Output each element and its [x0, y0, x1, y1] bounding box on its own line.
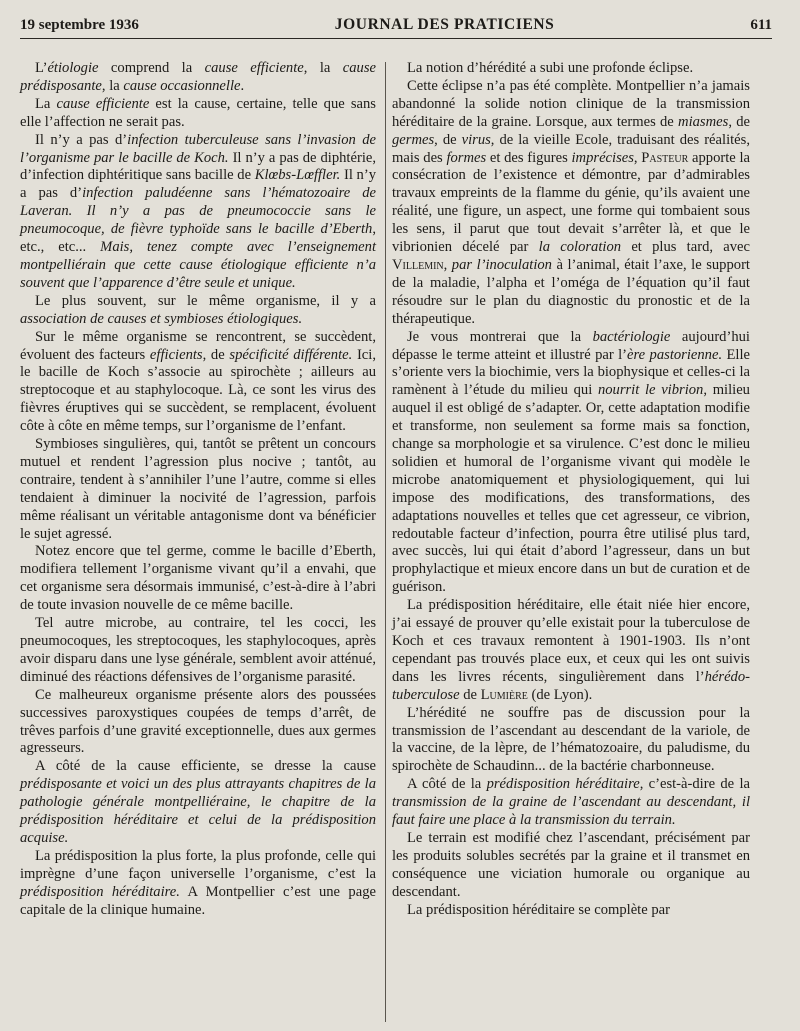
right-paragraph: Cette éclipse n’a pas été complète. Montpellier n’a jamais abandonné la solide notion clinique de la transmission héréditaire de la graine. Lorsque, aux termes de miasmes, de germes, de virus, de la vieille Ecole, traduisant des réalités, mais des formes et des figures imprécises, Pasteur apporte la consécration de l’existence et démontre, par d’admirables travaux empreints de la flamme du génie, qu’ils avaient une réalité, une figure, un aspect, une forme qui tombaient sous les sens, il parut que tout devait s’arrêter là, et que le vibrionien décelé par la coloration et plus tard, avec Villemin, par l’inoculation à l’animal, était l’axe, le support de la maladie, l’alpha et l’oméga de l’équation qu’il faut résoudre sur le plan du diagnostic du pronostic et de la thérapeutique. — [392, 77, 750, 327]
right-paragraph: La notion d’hérédité a subi une profonde éclipse. — [407, 60, 694, 76]
journal-title: JOURNAL DES PRATICIENS — [334, 16, 555, 33]
left-paragraph: L’étiologie comprend la cause efficiente, la cause prédisposante, la cause occasionnelle. — [20, 60, 376, 94]
left-paragraph: Notez encore que tel germe, comme le bacille d’Eberth, modifiera tellement l’organisme vivant qu’il a envahi, que cet organisme sera désormais immunisé, c’est-à-dire à l’abri de toute invasion nouvelle de ce même bacille. — [20, 543, 376, 614]
right-paragraph: A côté de la prédisposition héréditaire, c’est-à-dire de la transmission de la graine de l’ascendant au descendant, il faut faire une place à la transmission du terrain. — [392, 776, 750, 829]
left-paragraph: Sur le même organisme se rencontrent, se succèdent, évoluent des facteurs efficients, de spécificité différente. Ici, le bacille de Koch s’associe au spirochète ; ailleurs au streptocoque et au staphylocoque. Là, ce sont les virus des fièvres éruptives qui se succèdent, se remplacent, évoluent côte à côte en même temps, sur l’organisme de l’enfant. — [20, 328, 376, 435]
right-paragraph: La prédisposition héréditaire se complète par — [407, 901, 670, 918]
left-paragraph: Ce malheureux organisme présente alors des poussées successives paroxystiques coupées de temps d’arrêt, de trêves parfois d’une gravité exceptionnelle, dues aux germes agresseurs. — [20, 686, 376, 757]
left-paragraph: A côté de la cause efficiente, se dresse la cause prédisposante et voici un des plus attrayants chapitres de la pathologie générale montpelliéraine, le chapitre de la prédisposition héréditaire et celui de la prédisposition acquise. — [20, 758, 376, 846]
right-paragraph: L’hérédité ne souffre pas de discussion pour la transmission de l’ascendant au descendant de la variole, de la vaccine, de la lèpre, de l’hématozoaire, du paludisme, du spirochète de Schaudinn... de la bactérie charbonneuse. — [392, 704, 750, 775]
left-paragraph: La cause efficiente est la cause, certaine, telle que sans elle l’affection ne serait pas. — [20, 95, 376, 130]
left-paragraph: Il n’y a pas d’infection tuberculeuse sans l’invasion de l’organisme par le bacille de Koch. Il n’y a pas de diphtérie, d’infection diphtéritique sans bacille de Klœbs-Lœffler. Il n’y a pas d’infection paludéenne sans l’hématozoaire de Laveran. Il n’y a pas de pneumococcie sans le pneumocoque, de fièvre typhoïde sans le bacille d’Eberth, etc., etc... Mais, tenez compte avec l’enseignement montpelliérain que cette cause étiologique efficiente n’a souvent que l’apparence d’être seule et unique. — [20, 131, 377, 291]
column-divider — [385, 62, 386, 1022]
page-header — [20, 12, 772, 39]
left-paragraph: Symbioses singulières, qui, tantôt se prêtent un concours mutuel et rendent l’agression plus nocive ; tantôt, au contraire, tendent à s’annihiler l’une l’autre, comme si elles tendaient à diminuer la nocivité de l’agression, parfois même réalisant un véritable antagonisme dont va bénéficier le sujet agressé. — [20, 436, 376, 542]
right-paragraph: La prédisposition héréditaire, elle était niée hier encore, j’ai essayé de prouver qu’elle existait pour la tuberculose de Koch et ces travaux remontent à 1901-1903. Ils n’ont cependant pas trouvés place eux, et ceux qui les ont suivis dans les livres récents, singulièrement dans l’hérédo-tuberculose de Lumière (de Lyon). — [392, 597, 750, 703]
page-number: 611 — [750, 16, 772, 33]
left-column — [20, 60, 376, 920]
left-paragraph: Le plus souvent, sur le même organisme, il y a association de causes et symbioses étiologiques. — [20, 292, 376, 327]
right-paragraph: Je vous montrerai que la bactériologie aujourd’hui dépasse le terme atteint et illustré par l’ère pastorienne. Elle s’oriente vers la biochimie, vers la biophysique et celles-ci la ramènent à l’étude du milieu qui nourrit le vibrion, milieu auquel il est obligé de s’adapter. Or, cette adaptation modifie et transforme, non seulement sa forme mais sa fonction, change sa morphologie et sa virulence. C’est donc le milieu solidien et humoral de l’organisme vivant qui modèle le microbe anatomiquement et physiologiquement, qui lui impose des modifications, des transformations, des adaptations nouvelles et telles que cet agresseur, ce vibrion, redoutable facteur d’infection, pourra être utilisé plus tard, avec succès, lui qui était d’abord l’agresseur, dans un but prophylactique et mieux encore dans un but de curation et de guérison. — [392, 328, 751, 596]
right-column — [392, 60, 750, 920]
issue-date: 19 septembre 1936 — [20, 16, 139, 33]
left-paragraph: La prédisposition la plus forte, la plus profonde, celle qui imprègne d’une façon universelle l’organisme, c’est la prédisposition héréditaire. A Montpellier c’est une page capitale de la clinique humaine. — [20, 847, 376, 918]
left-paragraph: Tel autre microbe, au contraire, tel les cocci, les pneumocoques, les streptocoques, les staphylocoques, après avoir disparu dans une lyse générale, semblent avoir atténué, diminué des réactions défensives de l’organisme parasité. — [20, 615, 376, 685]
right-paragraph: Le terrain est modifié chez l’ascendant, précisément par les produits solubles secrétés par la graine et il transmet en conséquence une viciation humorale ou organique au descendant. — [392, 829, 750, 900]
